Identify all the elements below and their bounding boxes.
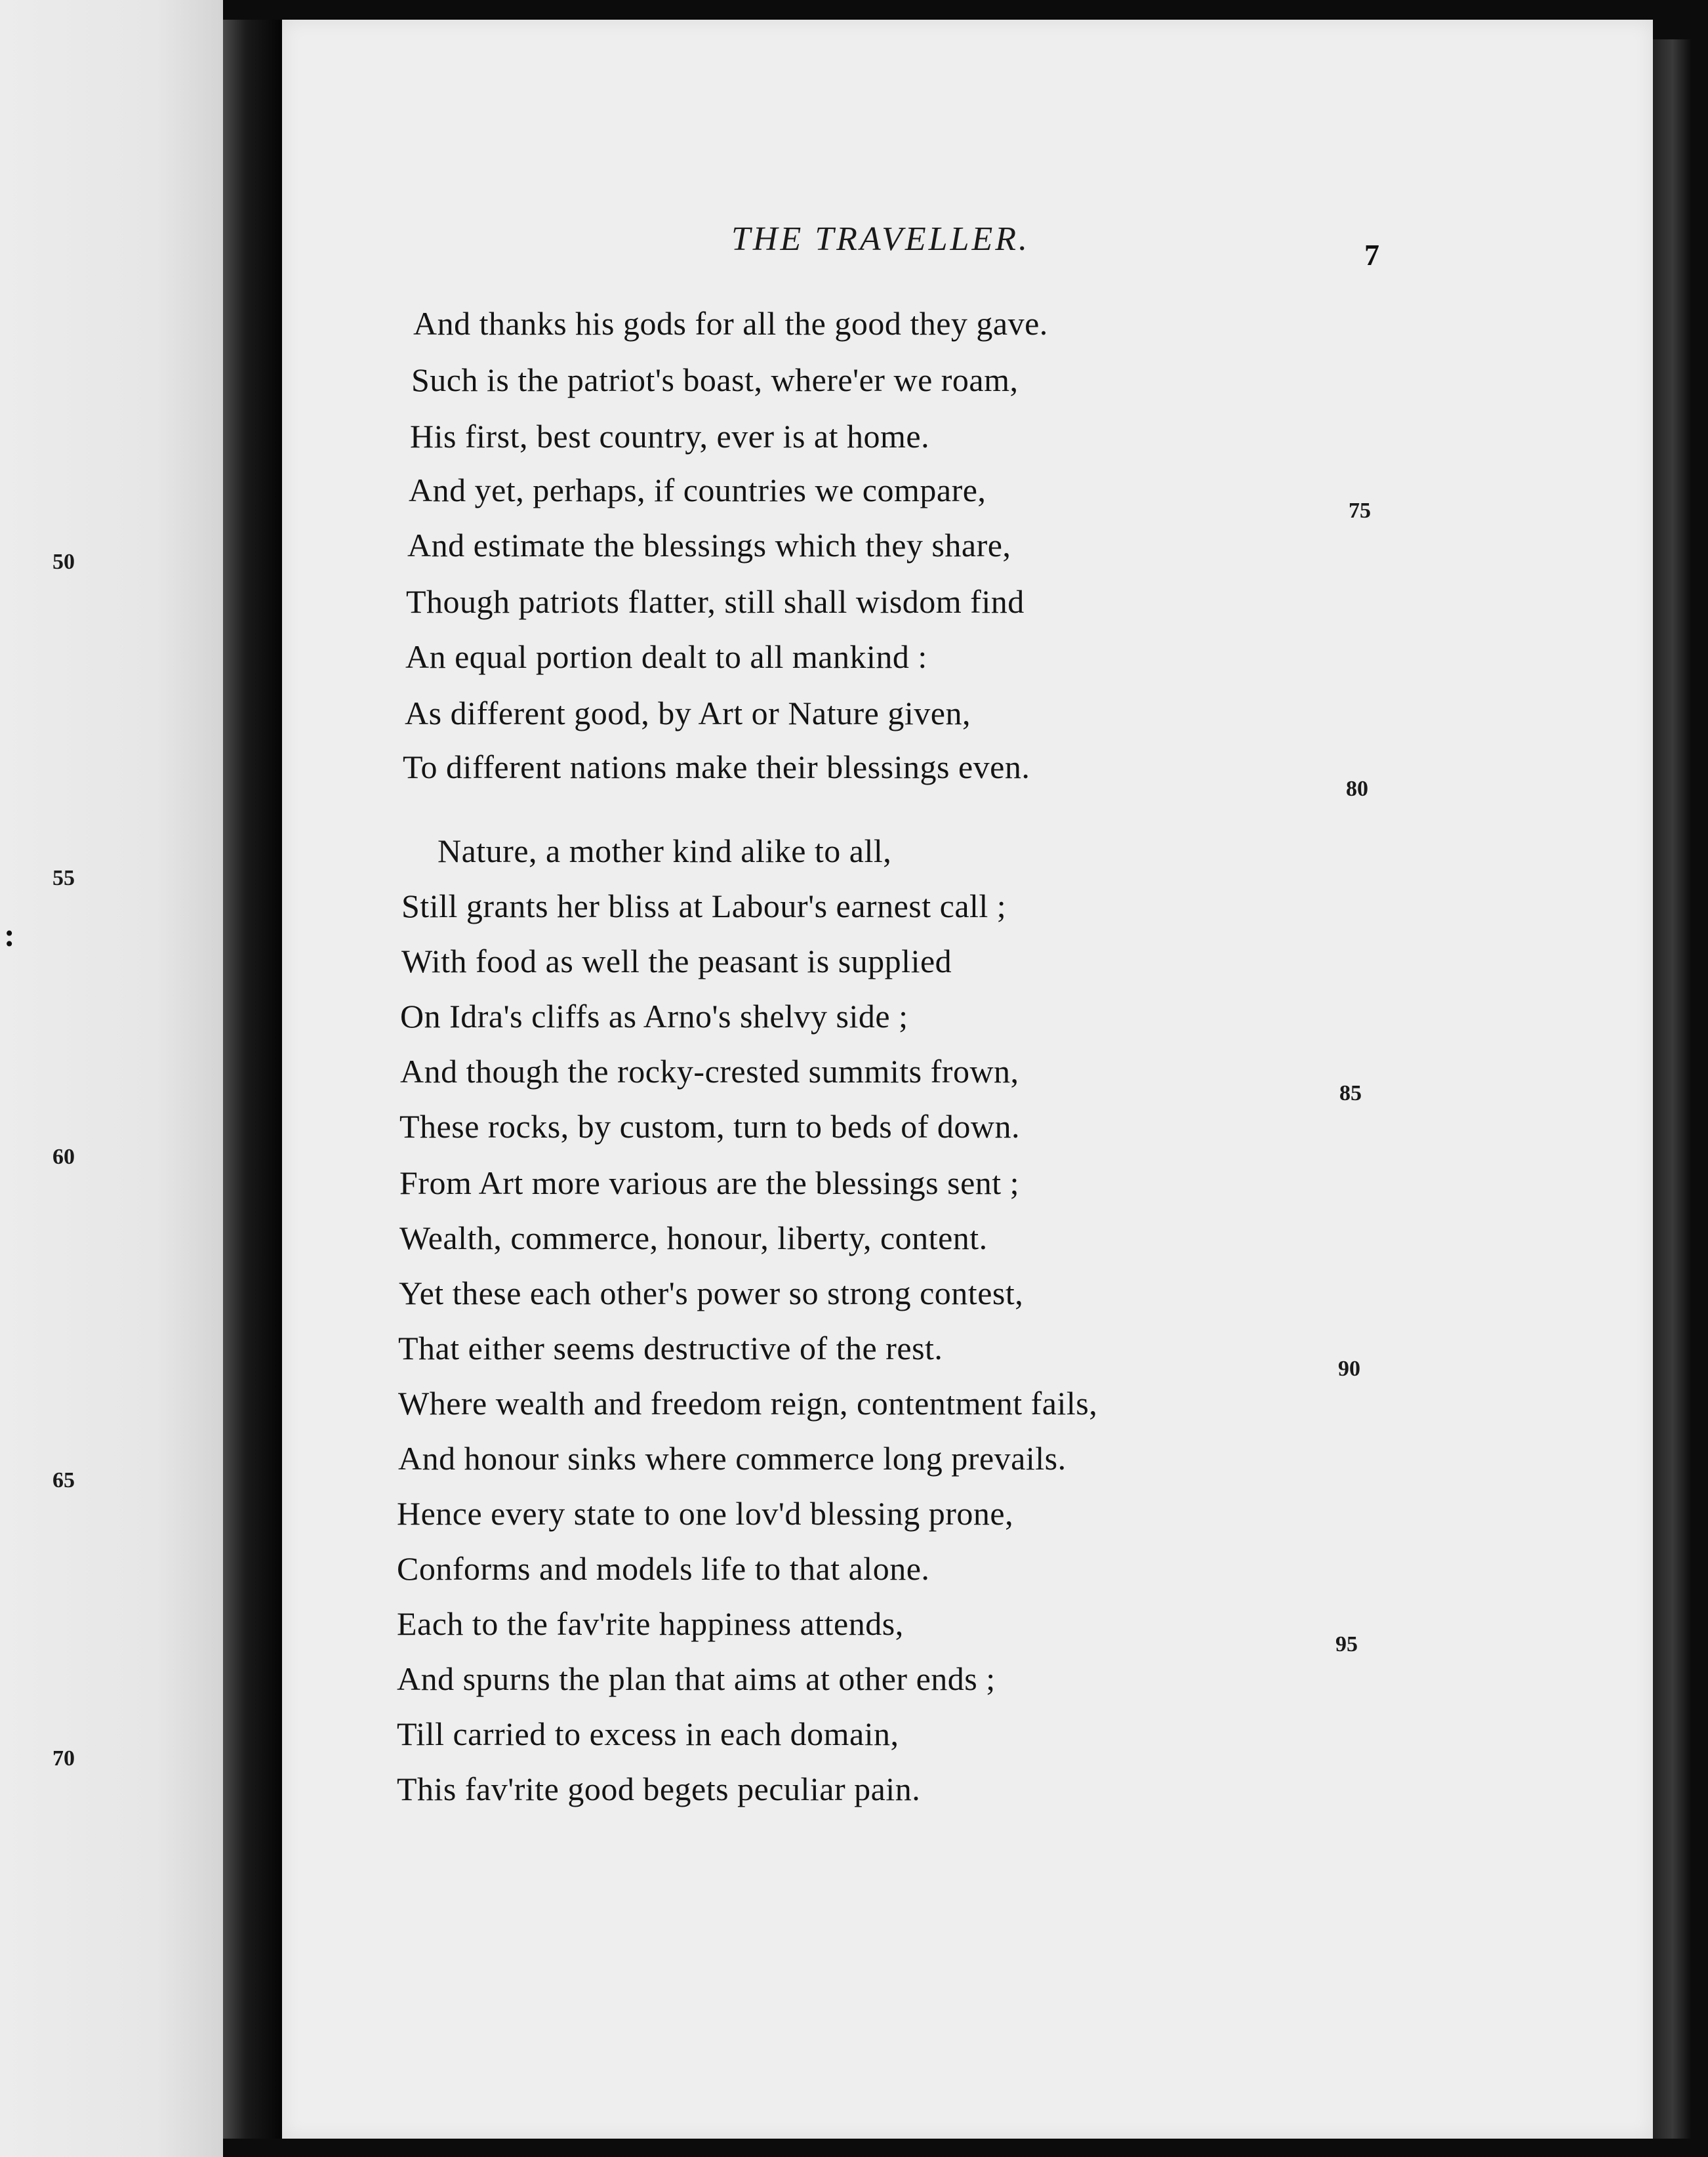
poem-line: That either seems destructive of the rest. <box>398 1330 943 1366</box>
poem-line: And thanks his gods for all the good they gave. <box>413 305 1048 342</box>
running-title: THE TRAVELLER. <box>731 220 1030 258</box>
line-number: 80 <box>1346 777 1368 801</box>
page-number: 7 <box>1364 238 1379 272</box>
poem-line: And yet, perhaps, if countries we compare, <box>409 472 986 508</box>
line-number: 85 <box>1339 1081 1362 1105</box>
left-line-number: 60 <box>52 1145 75 1169</box>
poem-line: As different good, by Art or Nature given, <box>405 695 971 731</box>
poem-line: An equal portion dealt to all mankind : <box>405 638 927 675</box>
poem-line: With food as well the peasant is supplied <box>401 943 952 979</box>
poem-line: From Art more various are the blessings sent ; <box>399 1164 1020 1201</box>
left-line-number: 50 <box>52 550 75 574</box>
line-number: 90 <box>1338 1357 1360 1381</box>
poem-line: Hence every state to one lov'd blessing prone, <box>397 1495 1014 1532</box>
poem-line: Nature, a mother kind alike to all, <box>437 832 892 869</box>
poem-line: This fav'rite good begets peculiar pain. <box>397 1771 921 1807</box>
poem-line: Though patriots flatter, still shall wisdom find <box>406 583 1025 620</box>
poem-line: Each to the fav'rite happiness attends, <box>397 1605 904 1642</box>
poem-line: Till carried to excess in each domain, <box>397 1715 899 1752</box>
line-number: 95 <box>1335 1632 1358 1656</box>
book-gutter <box>223 20 282 2139</box>
poem-line: Where wealth and freedom reign, contentment fails, <box>398 1385 1098 1422</box>
poem-line: Still grants her bliss at Labour's earnest call ; <box>401 888 1007 924</box>
poem-line: And though the rocky-crested summits frown, <box>400 1053 1019 1090</box>
poem-line: And estimate the blessings which they share, <box>407 527 1011 564</box>
poem-line: His first, best country, ever is at home. <box>410 418 930 455</box>
poem-line: Such is the patriot's boast, where'er we roam, <box>411 361 1019 398</box>
left-facing-page <box>0 0 223 2157</box>
poem-line: And spurns the plan that aims at other ends ; <box>397 1660 996 1697</box>
left-line-number: 70 <box>52 1746 75 1771</box>
poem-line: Wealth, commerce, honour, liberty, content. <box>399 1220 988 1256</box>
poem-line: To different nations make their blessings even. <box>403 749 1030 785</box>
poem-line: And honour sinks where commerce long prevails. <box>398 1440 1067 1477</box>
poem-line: Yet these each other's power so strong contest, <box>399 1275 1024 1311</box>
line-number: 75 <box>1349 499 1371 523</box>
right-page-edge <box>1653 39 1692 2139</box>
left-line-number: 55 <box>52 866 75 890</box>
poem-line: These rocks, by custom, turn to beds of down. <box>399 1108 1020 1145</box>
poem-line: Conforms and models life to that alone. <box>397 1550 930 1587</box>
left-colon-mark: : <box>4 916 15 953</box>
left-line-number: 65 <box>52 1468 75 1492</box>
poem-line: On Idra's cliffs as Arno's shelvy side ; <box>400 998 908 1035</box>
